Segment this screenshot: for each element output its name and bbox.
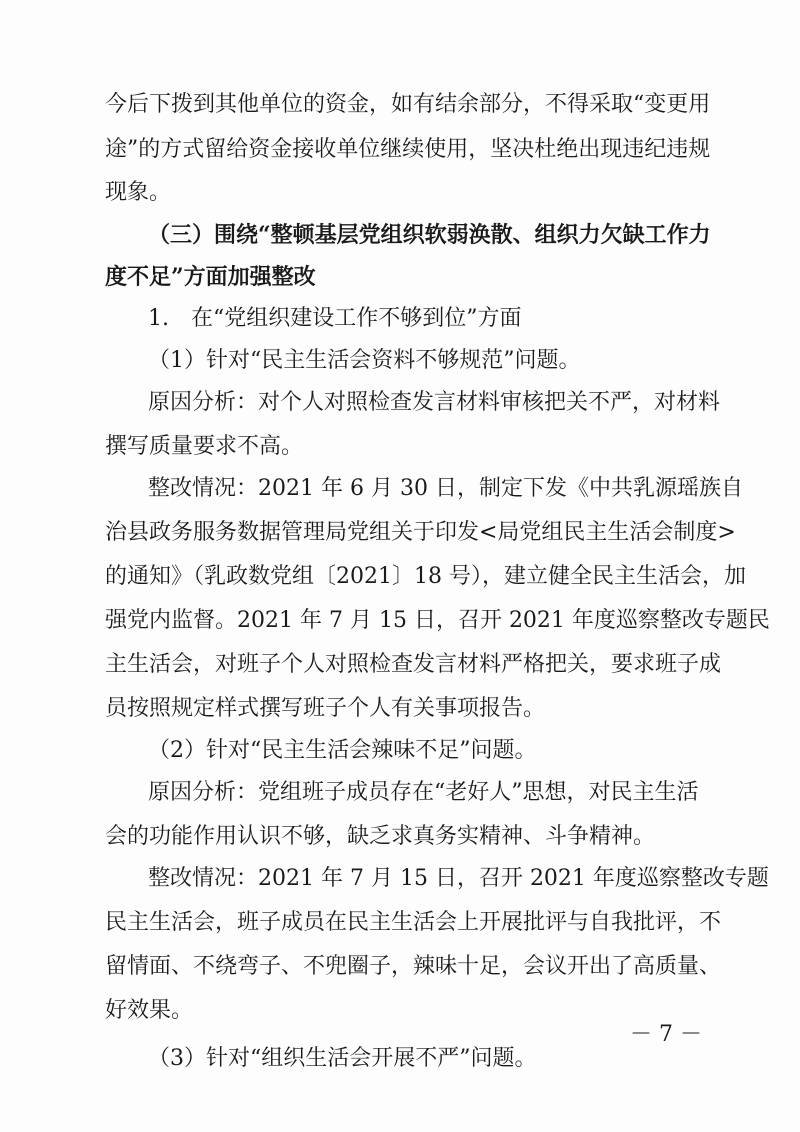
body-text-line: 途”的方式留给资金接收单位继续使用，坚决杜绝出现违纪违规 xyxy=(105,137,711,162)
body-text-line: 整改情况：2021 年 7 月 15 日，召开 2021 年度巡察整改专题 xyxy=(148,866,769,891)
section-heading: 度不足”方面加强整改 xyxy=(105,264,316,290)
body-text-line: 现象。 xyxy=(105,180,172,205)
body-text-line: 民主生活会，班子成员在民主生活会上开展批评与自我批评，不 xyxy=(105,910,722,935)
body-text-line: 员按照规定样式撰写班子个人有关事项报告。 xyxy=(105,696,546,721)
body-text-line: 撰写质量要求不高。 xyxy=(105,434,304,459)
subsection-heading: 1. 在“党组织建设工作不够到位”方面 xyxy=(148,306,522,331)
body-text-line: 主生活会，对班子个人对照检查发言材料严格把关，要求班子成 xyxy=(105,652,722,677)
body-text-line: 好效果。 xyxy=(105,998,194,1023)
body-text-line: 会的功能作用认识不够，缺乏求真务实精神、斗争精神。 xyxy=(105,824,656,849)
section-heading: （三）围绕“整顿基层党组织软弱涣散、组织力欠缺工作力 xyxy=(148,222,711,248)
issue-heading: （3）针对“组织生活会开展不严”问题。 xyxy=(148,1046,537,1071)
issue-heading: （2）针对“民主生活会辣味不足”问题。 xyxy=(148,738,537,763)
body-text-line: 原因分析：党组班子成员存在“老好人”思想，对民主生活 xyxy=(148,780,699,805)
body-text-line: 原因分析：对个人对照检查发言材料审核把关不严，对材料 xyxy=(148,390,721,415)
body-text-line: 的通知》（乳政数党组〔2021〕18 号），建立健全民主生活会，加 xyxy=(105,564,746,589)
body-text-line: 整改情况：2021 年 6 月 30 日，制定下发《中共乳源瑶族自 xyxy=(148,476,743,501)
body-text-line: 今后下拨到其他单位的资金，如有结余部分，不得采取“变更用 xyxy=(105,92,711,117)
issue-heading: （1）针对“民主生活会资料不够规范”问题。 xyxy=(148,348,581,373)
body-text-line: 强党内监督。2021 年 7 月 15 日，召开 2021 年度巡察整改专题民 xyxy=(105,608,770,633)
body-text-line: 留情面、不绕弯子、不兜圈子，辣味十足，会议开出了高质量、 xyxy=(105,954,722,979)
page-number: － 7 － xyxy=(630,1022,702,1047)
body-text-line: 治县政务服务数据管理局党组关于印发<局党组民主生活会制度> xyxy=(105,520,736,545)
